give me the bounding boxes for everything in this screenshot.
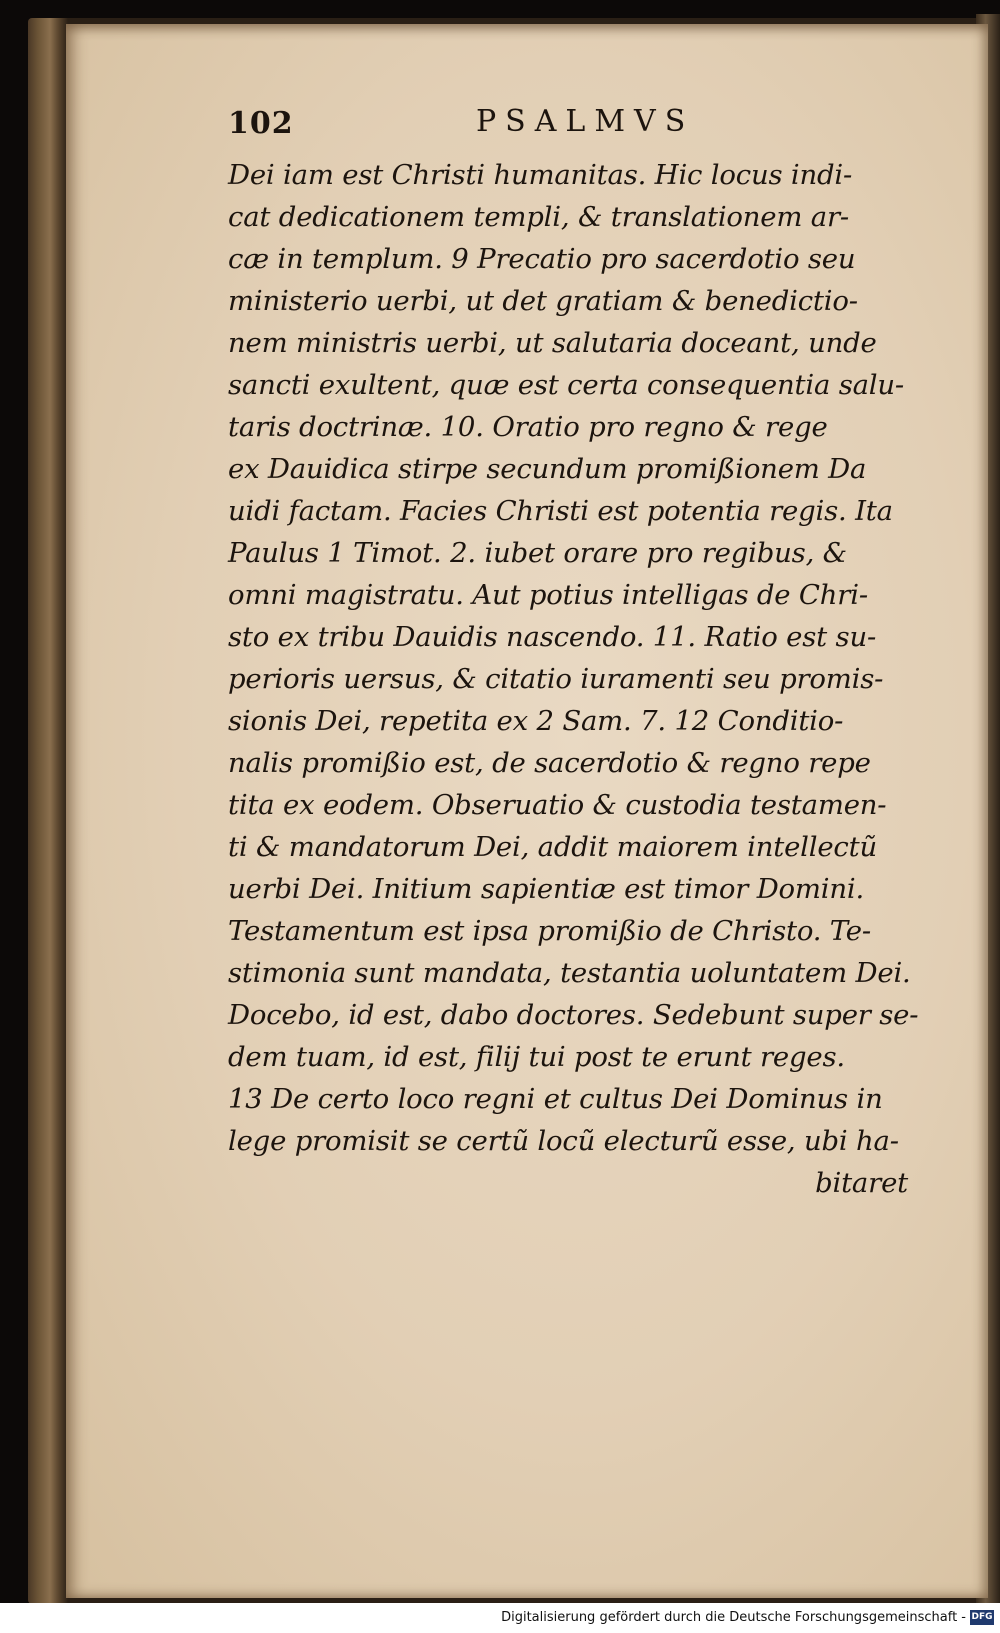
text-line: Docebo, id est, dabo doctores. Sedebunt super se- <box>228 999 919 1031</box>
text-line: omni magistratu. Aut potius intelligas de Chri- <box>228 579 868 611</box>
text-line: ti & mandatorum Dei, addit maiorem intellectũ <box>228 831 877 863</box>
text-line: ex Dauidica stirpe secundum promißionem Da <box>228 453 867 485</box>
page-number: 102 <box>228 106 294 141</box>
text-line: ministerio uerbi, ut det gratiam & benedictio- <box>228 285 858 317</box>
text-line: stimonia sunt mandata, testantia uoluntatem Dei. <box>228 957 911 989</box>
text-line: Testamentum est ipsa promißio de Christo. Te- <box>228 915 871 947</box>
text-line: sto ex tribu Dauidis nascendo. 11. Ratio est su- <box>228 621 877 653</box>
text-block <box>228 100 919 1204</box>
dfg-logo: DFG <box>970 1610 994 1625</box>
text-line: sionis Dei, repetita ex 2 Sam. 7. 12 Conditio- <box>228 705 844 737</box>
text-line: tita ex eodem. Obseruatio & custodia testamen- <box>228 789 887 821</box>
running-head: PSALMVS <box>476 104 695 139</box>
text-line: lege promisit se certũ locũ electurũ esse, ubi ha- <box>228 1125 899 1157</box>
text-line: uidi factam. Facies Christi est potentia regis. Ita <box>228 495 893 527</box>
text-line: nem ministris uerbi, ut salutaria doceant, unde <box>228 327 877 359</box>
text-line: Paulus 1 Timot. 2. iubet orare pro regibus, & <box>228 537 847 569</box>
text-line: perioris uersus, & citatio iuramenti seu promis- <box>228 663 884 695</box>
funding-credit: Digitalisierung gefördert durch die Deutsche Forschungsgemeinschaft - <box>501 1610 966 1625</box>
catchword: bitaret <box>815 1167 908 1199</box>
text-line: cat dedicationem templi, & translationem ar- <box>228 201 850 233</box>
body-text <box>228 154 919 1204</box>
text-line: taris doctrinæ. 10. Oratio pro regno & rege <box>228 411 828 443</box>
text-line: Dei iam est Christi humanitas. Hic locus indi- <box>228 159 853 191</box>
text-line: cæ in templum. 9 Precatio pro sacerdotio seu <box>228 243 856 275</box>
text-line: 13 De certo loco regni et cultus Dei Dominus in <box>228 1083 883 1115</box>
text-line: dem tuam, id est, filij tui post te erunt reges. <box>228 1041 845 1073</box>
text-line: uerbi Dei. Initium sapientiæ est timor Domini. <box>228 873 865 905</box>
page-header <box>228 100 908 146</box>
text-line: nalis promißio est, de sacerdotio & regno repe <box>228 747 871 779</box>
digitization-footer <box>0 1603 1000 1633</box>
text-line: sancti exultent, quæ est certa consequentia salu- <box>228 369 905 401</box>
